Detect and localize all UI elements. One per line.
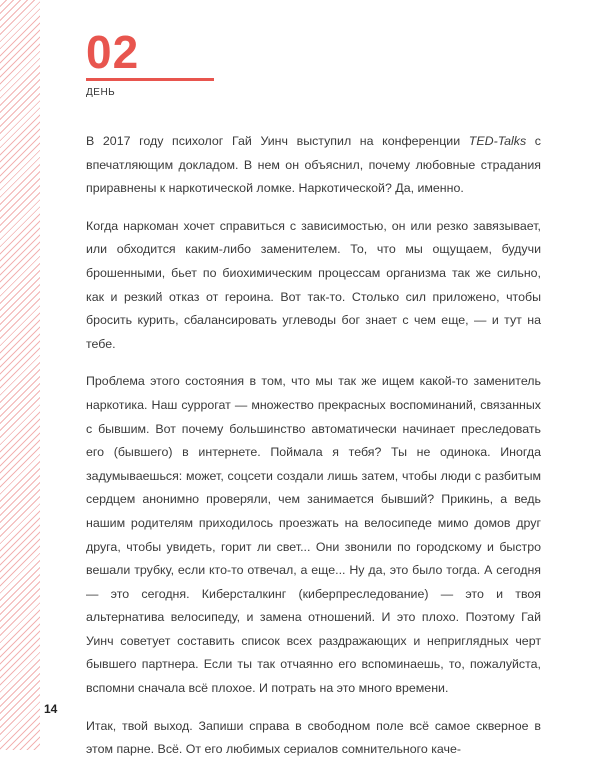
paragraph-2: Когда наркоман хочет справиться с зависимостью, он или резко завязывает, или обходится каким-либо заменителем. То, что мы ощущаем, будучи брошенными, бьет по биохимическим процессам организма так же сильно, как и резкий отказ от героина. Вот так-то. Столько сил приложено, чтобы бросить курить, сбалансировать углеводы бог знает с чем еще, — и тут на тебе. — [86, 218, 541, 351]
body-text — [86, 130, 541, 776]
decorative-hatch-margin — [0, 0, 40, 750]
day-label: ДЕНЬ — [86, 87, 116, 98]
paragraph-4: Итак, твой выход. Запиши справа в свободном поле всё самое скверное в этом парне. Всё. От его любимых сериалов сомнительного каче- — [86, 718, 541, 757]
day-number: 02 — [86, 26, 140, 78]
page-number: 14 — [44, 702, 58, 716]
paragraph-1-start: В 2017 году психолог Гай Уинч выступил на конференции — [86, 134, 469, 148]
paragraph-1-end: с впечатляющим докладом. В нем он объяснил, почему любовные страдания приравнены к наркотической ломке. Наркотической? Да, именно. — [86, 134, 541, 196]
paragraph-1 — [86, 130, 541, 201]
title-underline — [86, 78, 214, 81]
ted-talks-emphasis: TED-Talks — [468, 134, 527, 148]
paragraph-3: Проблема этого состояния в том, что мы так же ищем какой-то заменитель наркотика. Наш суррогат — множество прекрасных воспоминаний, связанных с бывшим. Вот почему большинство автоматически начинает преследовать его (бывшего) в интернете. Поймала я тебя? Ты не одинока. Иногда задумываешься: может, соцсети создали лишь затем, чтобы люди с разбитым сердцем анонимно проверяли, чем занимается бывший? Прикинь, а ведь нашим родителям приходилось проезжать на велосипеде мимо домов друг друга, чтобы увидеть, горит ли свет... Они звонили по городскому и быстро вешали трубку, если кто-то отвечал, а еще... Ну да, это было тогда. А сегодня — это сегодня. Киберсталкинг (киберпреследование) — это и твоя альтернатива велосипеду, и замена отношений. И это плохо. Поэтому Гай Уинч советует составить список всех раздражающих и неприглядных черт бывшего партнера. Если ты так отчаянно его вспоминаешь, то, пожалуйста, вспомни сначала всё плохое. И потрать на это много времени. — [86, 374, 541, 696]
